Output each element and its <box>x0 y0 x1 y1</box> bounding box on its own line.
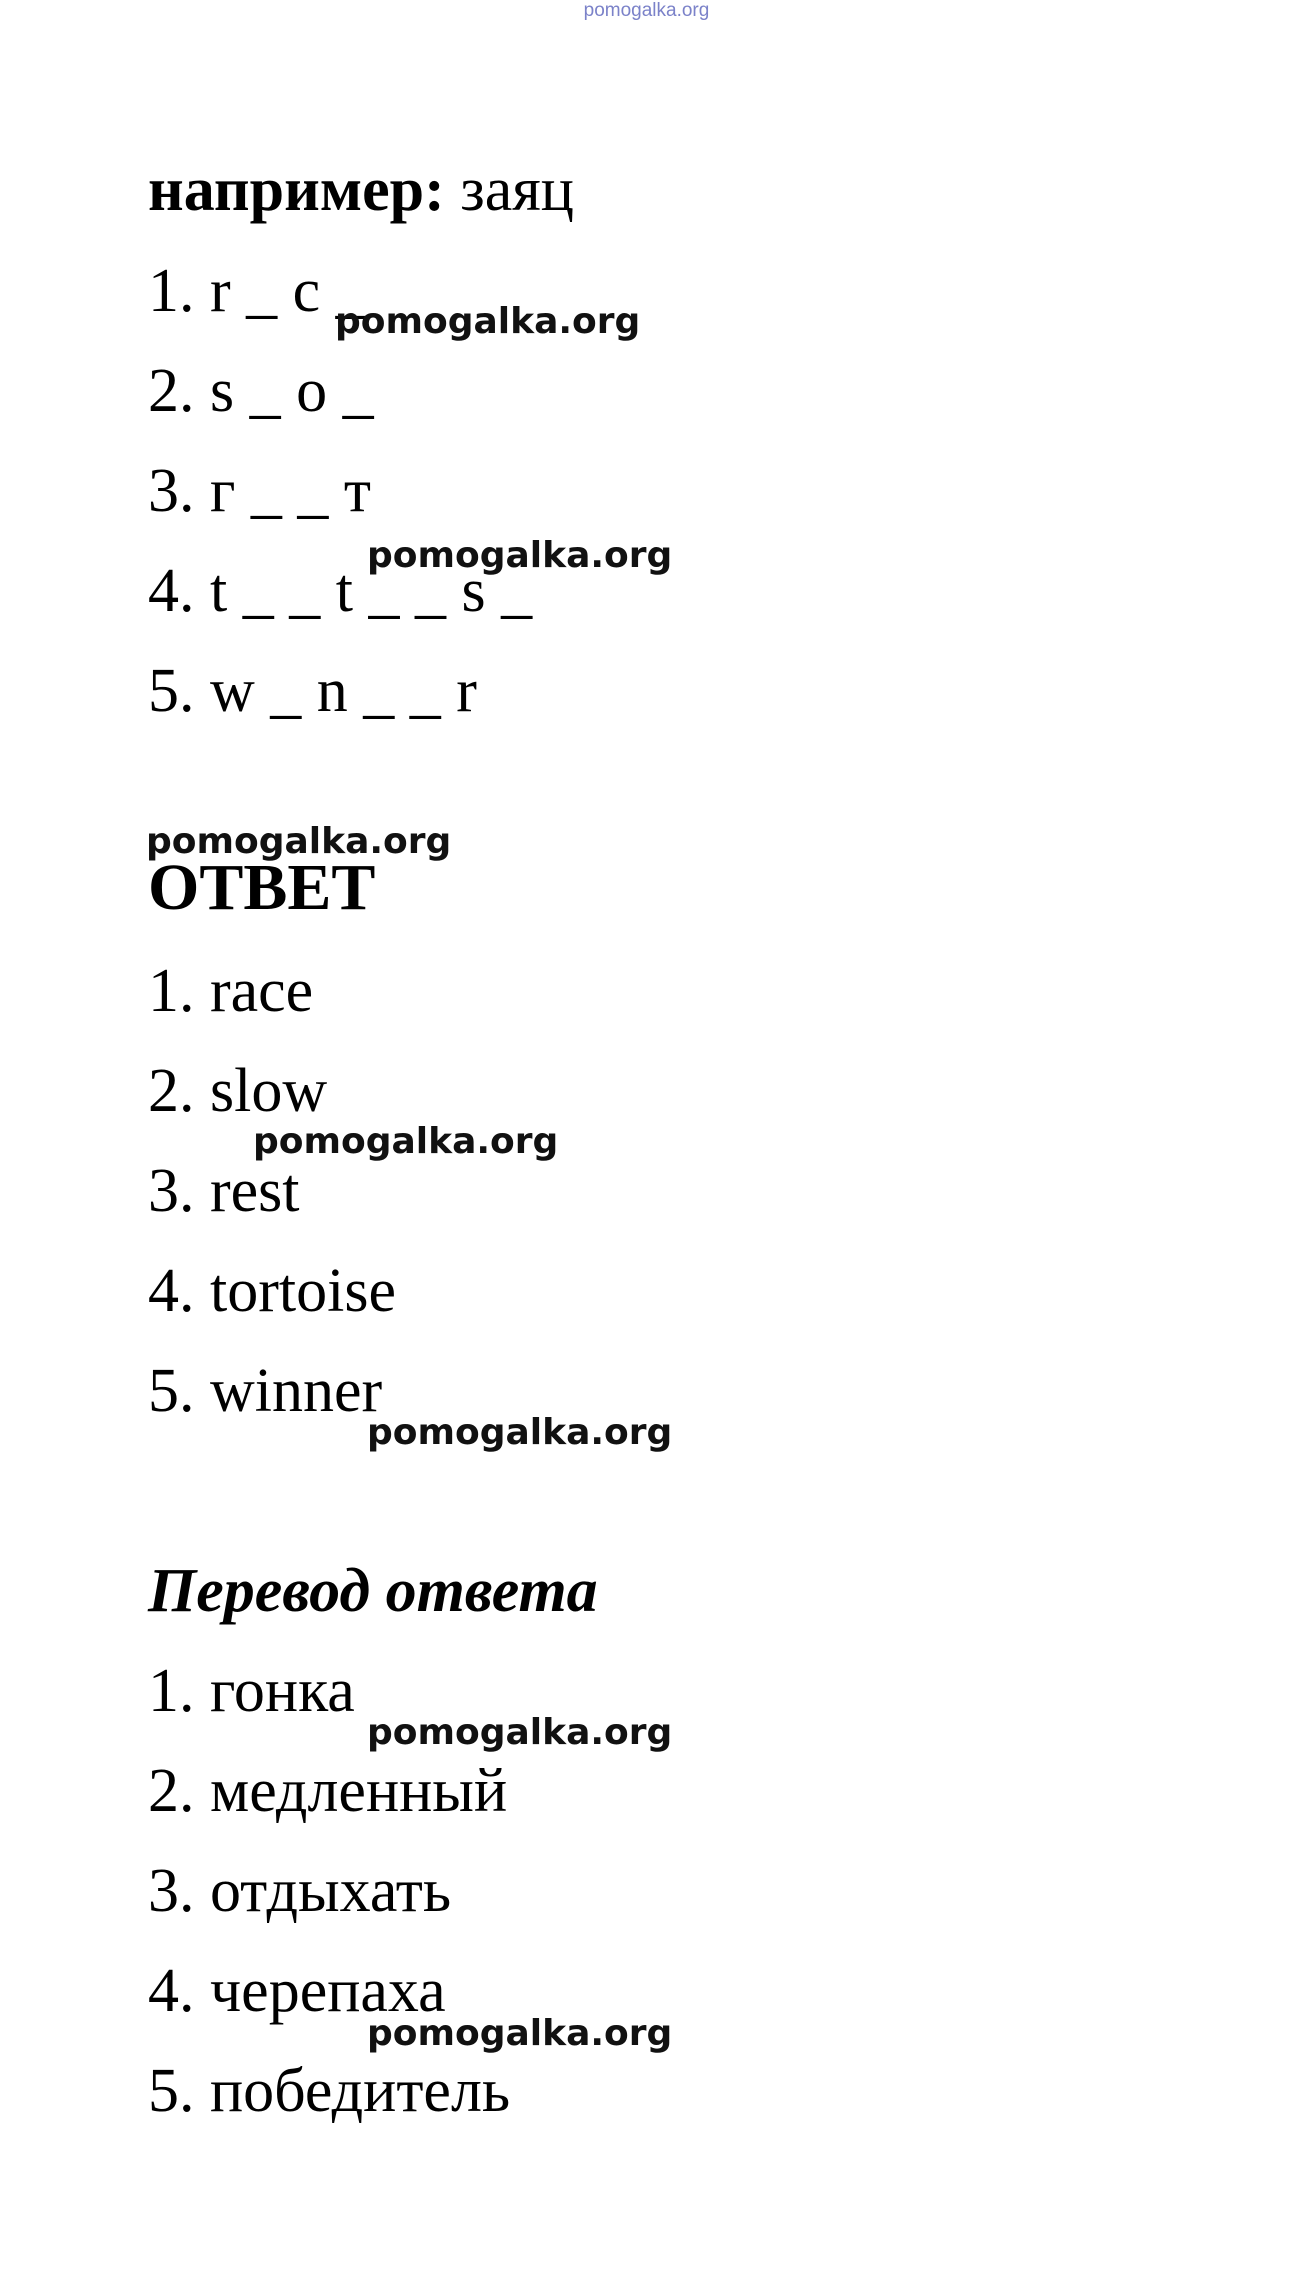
translation-item-3: 3. отдыхать <box>148 1857 452 1925</box>
puzzle-item-4: 4. t _ _ t _ _ s _ <box>148 557 533 625</box>
translation-item-5: 5. победитель <box>148 2057 511 2125</box>
watermark-3: pomogalka.org <box>146 821 452 862</box>
puzzle-item-3: 3. г _ _ т <box>148 457 372 525</box>
puzzle-item-2: 2. s _ o _ <box>148 357 374 425</box>
translation-item-1: 1. гонка <box>148 1657 355 1725</box>
watermark-7: pomogalka.org <box>367 2013 673 2054</box>
watermark-5: pomogalka.org <box>367 1412 673 1453</box>
puzzle-item-1: 1. r _ c _ <box>148 257 367 325</box>
translation-item-4: 4. черепаха <box>148 1957 446 2025</box>
answer-item-5: 5. winner <box>148 1357 383 1425</box>
watermark-6: pomogalka.org <box>367 1712 673 1753</box>
translation-item-2: 2. медленный <box>148 1757 508 1825</box>
top-watermark: pomogalka.org <box>583 0 710 21</box>
translation-heading: Перевод ответа <box>148 1557 598 1625</box>
watermark-1: pomogalka.org <box>335 301 641 342</box>
example-word: заяц <box>460 156 574 224</box>
puzzle-item-5: 5. w _ n _ _ r <box>148 657 477 725</box>
answer-item-1: 1. race <box>148 957 314 1025</box>
answer-item-2: 2. slow <box>148 1057 328 1125</box>
watermark-4: pomogalka.org <box>253 1121 559 1162</box>
answer-item-4: 4. tortoise <box>148 1257 396 1325</box>
watermark-2: pomogalka.org <box>367 535 673 576</box>
answer-heading: ОТВЕТ <box>148 851 376 924</box>
answer-item-3: 3. rest <box>148 1157 300 1225</box>
example-line <box>148 155 574 225</box>
example-label: например: <box>148 156 445 224</box>
